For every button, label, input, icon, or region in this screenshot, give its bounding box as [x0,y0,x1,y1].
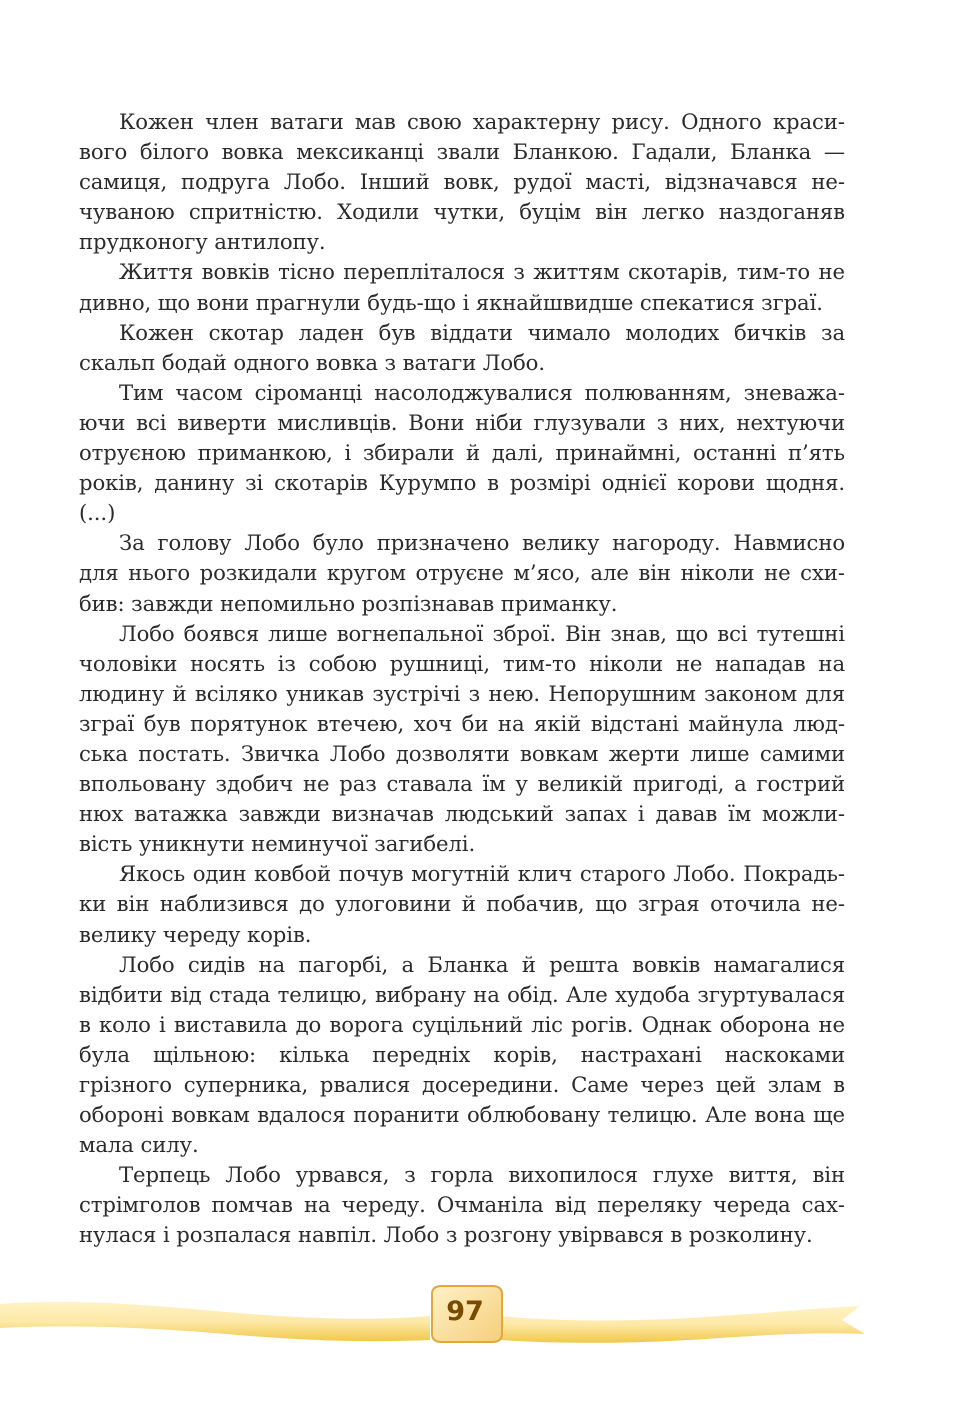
page-body-text [79,107,845,1251]
ribbon-left [0,1302,430,1341]
paragraph: Лобо сидів на пагорбі, а Бланка й решта вовків намагалися відбити від стада телицю, вибрану на обід. Але худоба згуртувалася в коло і виставила до ворога суцільний ліс рогів. Однак оборона не була щільною: кілька передніх корів, настрахані наскоками грізного суперника, рвалися досередини. Саме через цей злам в обороні вовкам вдалося поранити облюбовану телицю. Але вона ще мала силу. [79,951,845,1158]
paragraph: Терпець Лобо урвався, з горла вихопилося глухе виття, він стрімголов помчав на череду. Очманіла від переляку череда сахнулася і розпалася навпіл. Лобо з розгону увірвався в розколину. [79,1162,845,1248]
paragraph: Тим часом сіроманці насолоджувалися полюванням, зневажаючи всі виверти мисливців. Вони ніби глузували з них, нехтуючи отруєною приманкою, і збирали й далі, принаймні, останні п’ять років, данину зі скотарів Курумпо в розмірі однієї корови щодня. (...) [79,379,845,526]
paragraph: Лобо боявся лише вогнепальної зброї. Він знав, що всі тутешні чоловіки носять із собою рушниці, тим-то ніколи не нападав на людину й всіляко уникав зустрічі з нею. Непорушним законом для зграї був порятунок втечею, хоч би на якій відстані майнула людська постать. Звичка Лобо дозволяти вовкам жерти лише самими впольовану здобич не раз ставала їм у великій пригоді, а гострий нюх ватажка завжди визначав людський запах і давав їм можливість уникнути неминучої загибелі. [79,620,845,857]
paragraph: За голову Лобо було призначено велику нагороду. Навмисно для нього розкидали кругом отруєне м’ясо, але він ніколи не схибив: завжди непомильно розпізнавав приманку. [79,530,845,616]
ribbon-right [500,1306,865,1343]
paragraph: Кожен член ватаги мав свою характерну рису. Одного красивого білого вовка мексиканці звали Бланкою. Гадали, Бланка — самиця, подруга Лобо. Інший вовк, рудої масті, відзначався нечуваною спритністю. Ходили чутки, буцім він легко наздоганяв прудконогу антилопу. [79,109,845,255]
paragraph: Якось один ковбой почув могутній клич старого Лобо. Покрадьки він наблизився до улоговини й побачив, що зграя оточила невелику череду корів. [79,861,845,947]
paragraph: Кожен скотар ладен був віддати чимало молодих бичків за скальп бодай одного вовка з ватаги Лобо. [79,319,845,375]
page-number: 97 [446,1296,484,1327]
paragraph: Життя вовків тісно перепліталося з життям скотарів, тим-то не дивно, що вони прагнули будь-що і якнайшвидше спекатися зграї. [79,259,845,315]
